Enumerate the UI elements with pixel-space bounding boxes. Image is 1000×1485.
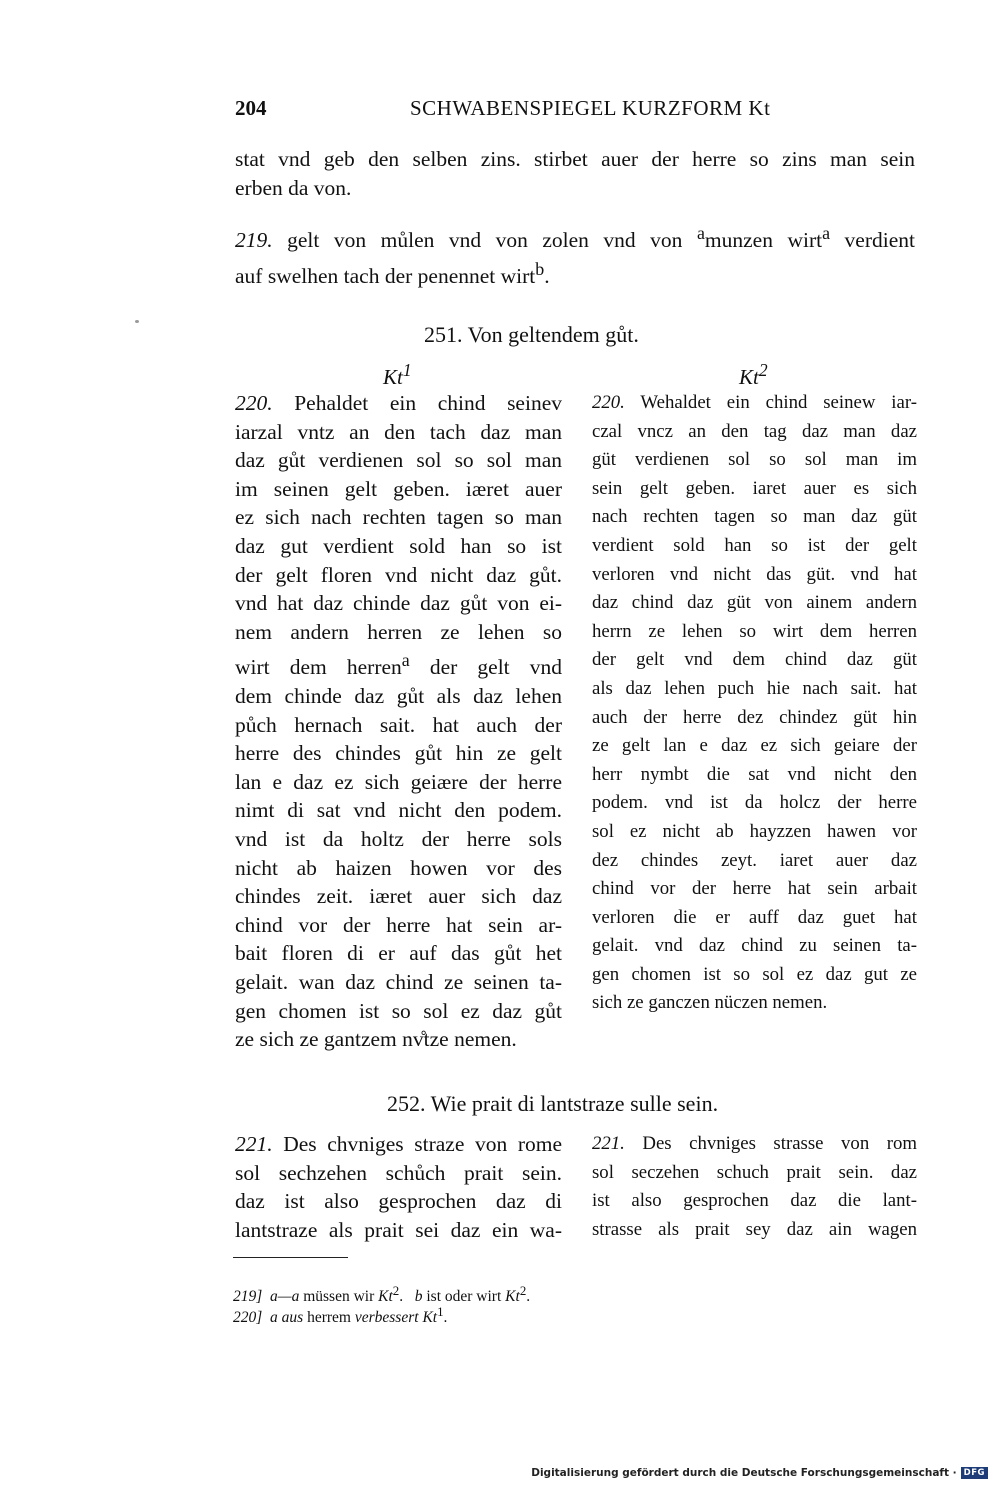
text-line: 221. Des chvniges strasse von rom: [592, 1133, 917, 1154]
text-line: daz chind daz güt von ainem andern: [592, 592, 917, 614]
footnote-220: 220] a aus herrem verbessert Kt$^1$.: [233, 1304, 448, 1327]
section-title: Wie prait di lantstraze sulle sein.: [425, 1091, 719, 1116]
siglum-left: Kt$^1$: [383, 360, 412, 389]
text-line: dem chinde daz gůt als daz lehen: [235, 684, 562, 709]
column-left-221: [235, 1130, 562, 1244]
text-line: vnd ist da holtz der herre sols: [235, 827, 562, 852]
column-right-221: [592, 1130, 917, 1244]
text-line: ze sich ze gantzem nv̊tze nemen.: [235, 1027, 517, 1052]
digitization-credit: [531, 1467, 988, 1479]
text-line: 220. Wehaldet ein chind seinew iar-: [592, 392, 917, 413]
text-line: im seinen gelt geben. iæret auer: [235, 476, 562, 501]
footnote-rule: [233, 1257, 348, 1258]
section-number: 252.: [387, 1091, 426, 1116]
text-line: 220. Pehaldet ein chind seinev: [235, 391, 562, 415]
text-line: vnd hat daz chinde daz gůt von ei-: [235, 591, 562, 616]
text-line: sol ez nicht ab hayzzen hawen vor: [592, 820, 917, 842]
text-line: chindes zeit. iæret auer sich daz: [235, 884, 562, 909]
text-line: czal vncz an den tag daz man daz: [592, 420, 917, 442]
text-line: nimt di sat vnd nicht den podem.: [235, 798, 562, 823]
paragraph-number: 220.: [235, 391, 273, 415]
text-line: auch der herre dez chindez güt hin: [592, 706, 917, 728]
text-line: podem. vnd ist da holcz der herre: [592, 792, 917, 814]
text-line: nach rechten tagen so man daz güt: [592, 506, 917, 528]
text-line: ze gelt lan e daz ez sich geiare der: [592, 735, 917, 757]
paragraph-continuation: [235, 145, 915, 203]
text-line: verdient sold han so ist der gelt: [592, 534, 917, 556]
text-line: půch hernach sait. hat auch der: [235, 712, 562, 737]
text-line: dez chindes zeyt. iaret auer daz: [592, 849, 917, 871]
text-line: 221. Des chvniges straze von rome: [235, 1132, 562, 1156]
text-line: daz gůt verdienen sol so sol man: [235, 448, 562, 473]
paragraph-number: 221.: [235, 1132, 273, 1156]
text-line: iarzal vntz an den tach daz man: [235, 419, 562, 444]
text-line: als daz lehen puch hie nach sait. hat: [592, 677, 917, 699]
text-line: daz ist also gesprochen daz di: [235, 1189, 562, 1214]
text-line: chind vor der herre hat sein ar-: [235, 912, 562, 937]
text-line: der gelt floren vnd nicht daz gůt.: [235, 562, 562, 587]
text-line: sein gelt geben. iaret auer es sich: [592, 477, 917, 499]
text-line: gen chomen ist so sol ez daz gůt: [235, 998, 562, 1023]
text-line: erben da von.: [235, 176, 352, 200]
text-line: bait floren di er auf das gůt het: [235, 941, 562, 966]
text-line: der gelt vnd dem chind daz güt: [592, 649, 917, 671]
text-line: chind vor der herre hat sein arbait: [592, 878, 917, 900]
text-line: sol seczehen schuch prait sein. daz: [592, 1161, 917, 1183]
paragraph-number: 221.: [592, 1133, 625, 1154]
text-line: ez sich nach rechten tagen so man: [235, 505, 562, 530]
text-line: verloren vnd nicht das güt. vnd hat: [592, 563, 917, 585]
text-line: gen chomen ist so sol ez daz gut ze: [592, 963, 917, 985]
text-line: sich ze ganczen nüczen nemen.: [592, 992, 828, 1014]
credit-text: Digitalisierung gefördert durch die Deutsche Forschungsgemeinschaft ·: [531, 1467, 957, 1479]
dfg-logo: DFG: [961, 1467, 988, 1479]
text-line: lantstraze als prait sei daz ein wa-: [235, 1217, 562, 1242]
text-line: nem andern herren ze lehen so: [235, 619, 562, 644]
footnote-marker: b: [535, 259, 545, 280]
text-line: lan e daz ez sich geiære der herre: [235, 769, 562, 794]
text-line: herrn ze lehen so wirt dem herren: [592, 620, 917, 642]
footnote-marker: a: [401, 650, 410, 671]
paragraph-number: 219.: [235, 228, 273, 253]
section-heading-251: [424, 322, 639, 348]
siglum-right: Kt$^2$: [739, 360, 768, 389]
paragraph-219: [235, 219, 915, 291]
scan-speck: [135, 320, 139, 323]
paragraph-number: 220.: [592, 392, 625, 413]
section-heading-252: [387, 1091, 718, 1117]
section-number: 251.: [424, 322, 463, 347]
text-line: auf swelhen tach der penennet wirt$^b$.: [235, 259, 550, 289]
text-line: herre des chindes gůt hin ze gelt: [235, 741, 562, 766]
page-number: 204: [235, 96, 267, 120]
section-title: Von geltendem gůt.: [462, 322, 639, 347]
column-right-220: [592, 389, 917, 1018]
footnote-marker: a: [822, 223, 831, 243]
text-line: güt verdienen sol so sol man im: [592, 449, 917, 471]
text-line: gelait. vnd daz chind zu seinen ta-: [592, 935, 917, 957]
text-line: daz gut verdient sold han so ist: [235, 533, 562, 558]
text-line: gelait. wan daz chind ze seinen ta-: [235, 970, 562, 995]
text-line: nicht ab haizen howen vor des: [235, 855, 562, 880]
text-line: stat vnd geb den selben zins. stirbet auer der herre so zins man sein: [235, 147, 915, 171]
text-line: 219. gelt von můlen vnd von zolen vnd von $^a$munzen wirt$^a$ verdient: [235, 223, 915, 253]
column-left-220: [235, 389, 562, 1054]
text-line: strasse als prait sey daz ain wagen: [592, 1218, 917, 1240]
running-title: SCHWABENSPIEGEL KURZFORM Kt: [410, 96, 771, 120]
footnote-219: 219] a—a müssen wir Kt$^2$. b ist oder wirt Kt$^2$.: [233, 1283, 531, 1306]
text-line: herr nymbt die sat vnd nicht den: [592, 763, 917, 785]
text-line: sol sechzehen schůch prait sein.: [235, 1160, 562, 1185]
text-line: ist also gesprochen daz die lant-: [592, 1190, 917, 1212]
footnote-marker: a: [696, 223, 705, 243]
text-line: wirt dem herren$^a$ der gelt vnd: [235, 650, 562, 680]
text-line: verloren die er auff daz guet hat: [592, 906, 917, 928]
